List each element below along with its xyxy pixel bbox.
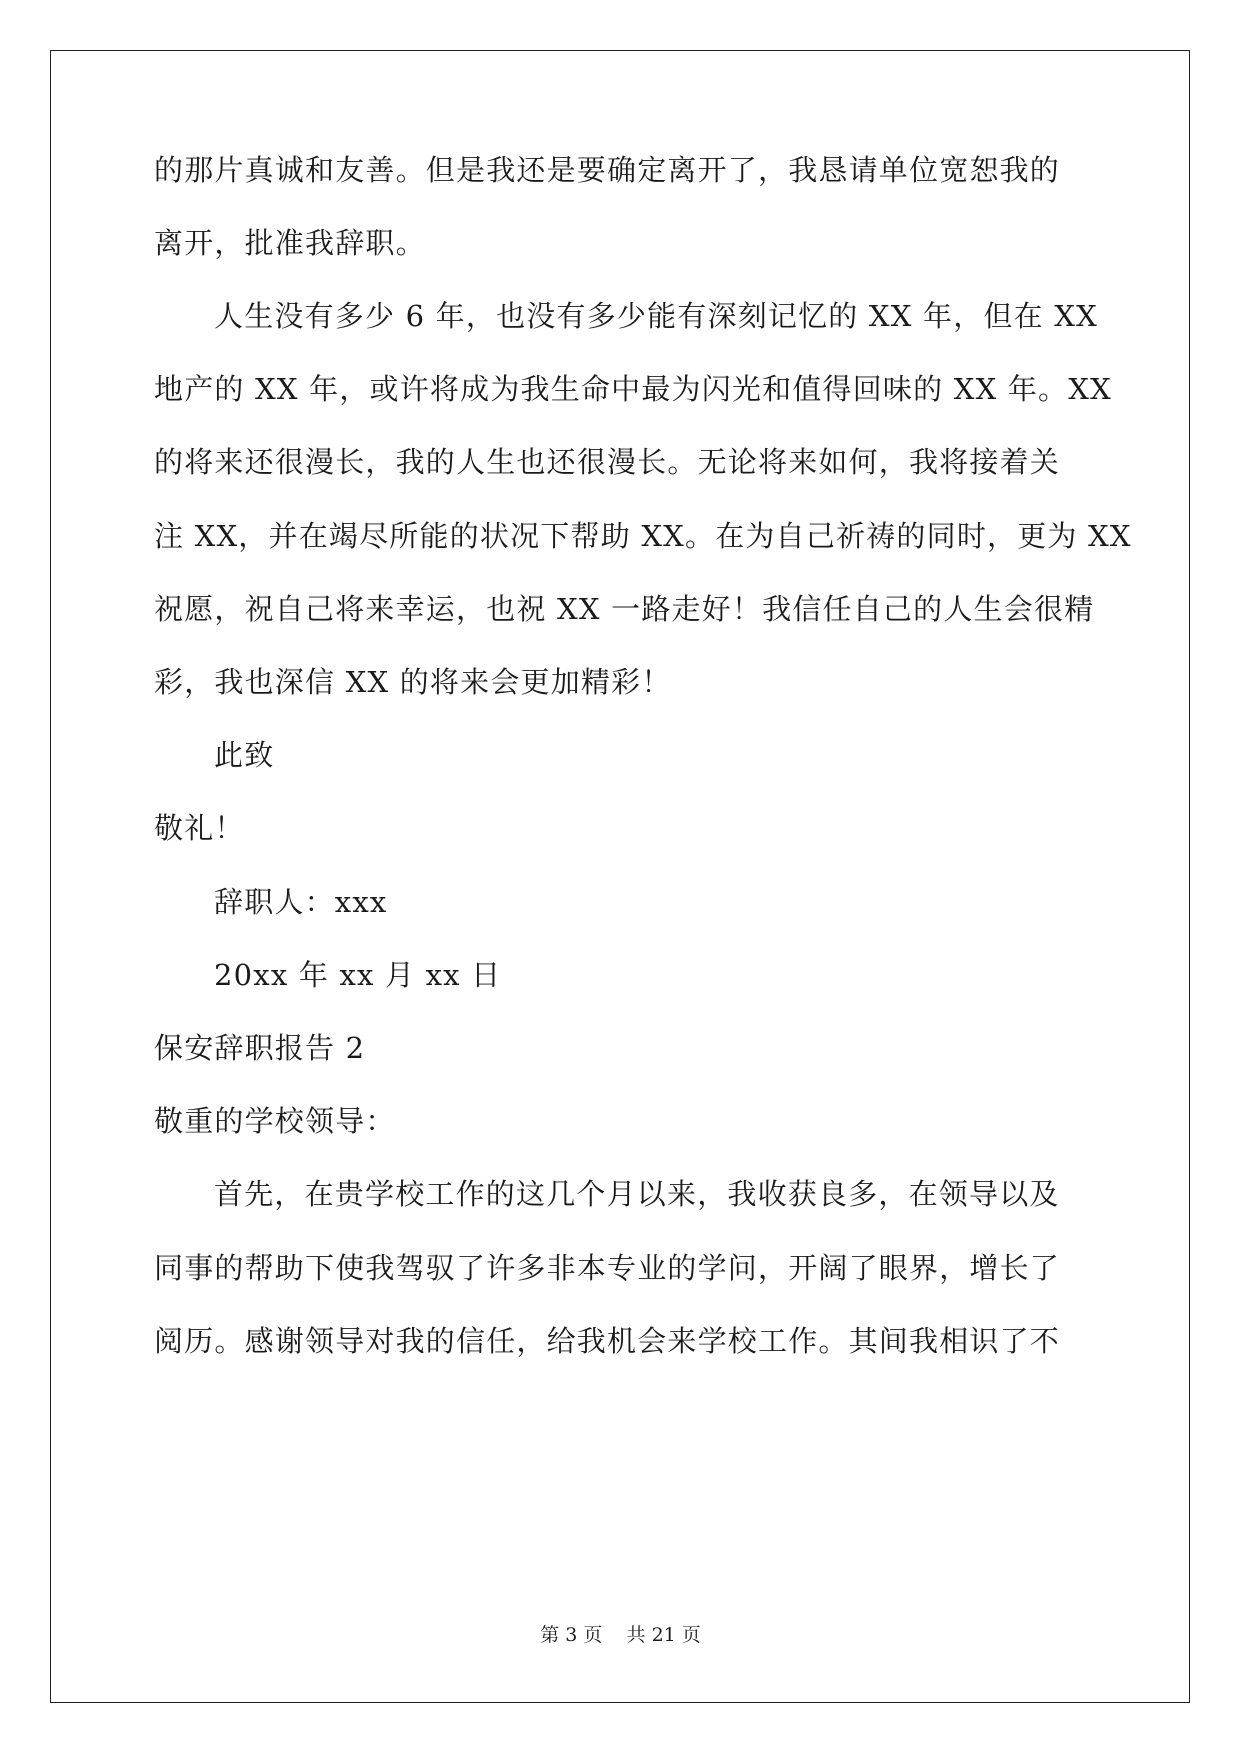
- paragraph-line: 祝愿，祝自己将来幸运，也祝 XX 一路走好！我信任自己的人生会很精: [154, 592, 1095, 626]
- paragraph-line: 注 XX，并在竭尽所能的状况下帮助 XX。在为自己祈祷的同时，更为 XX: [154, 519, 1132, 553]
- date-line: 20xx 年 xx 月 xx 日: [214, 958, 502, 992]
- paragraph-line: 彩，我也深信 XX 的将来会更加精彩！: [154, 665, 672, 699]
- page-number-footer: 第 3 页 共 21 页: [540, 1624, 701, 1646]
- closing-salutation: 此致: [214, 738, 275, 772]
- section-title: 保安辞职报告 2: [154, 1031, 366, 1065]
- closing-regards: 敬礼！: [154, 811, 245, 845]
- paragraph-line: 地产的 XX 年，或许将成为我生命中最为闪光和值得回味的 XX 年。XX: [154, 372, 1112, 406]
- paragraph-line: 首先，在贵学校工作的这几个月以来，我收获良多，在领导以及: [214, 1177, 1060, 1211]
- letter-greeting: 敬重的学校领导：: [154, 1104, 396, 1138]
- signature-line: 辞职人：xxx: [214, 885, 388, 919]
- paragraph-line: 的将来还很漫长，我的人生也还很漫长。无论将来如何，我将接着关: [154, 445, 1061, 479]
- paragraph-line: 离开，批准我辞职。: [154, 226, 426, 260]
- paragraph-line: 人生没有多少 6 年，也没有多少能有深刻记忆的 XX 年，但在 XX: [214, 299, 1098, 333]
- paragraph-line: 同事的帮助下使我驾驭了许多非本专业的学问，开阔了眼界，增长了: [154, 1251, 1061, 1285]
- paragraph-line: 的那片真诚和友善。但是我还是要确定离开了，我恳请单位宽恕我的: [154, 153, 1061, 187]
- paragraph-line: 阅历。感谢领导对我的信任，给我机会来学校工作。其间我相识了不: [154, 1324, 1061, 1358]
